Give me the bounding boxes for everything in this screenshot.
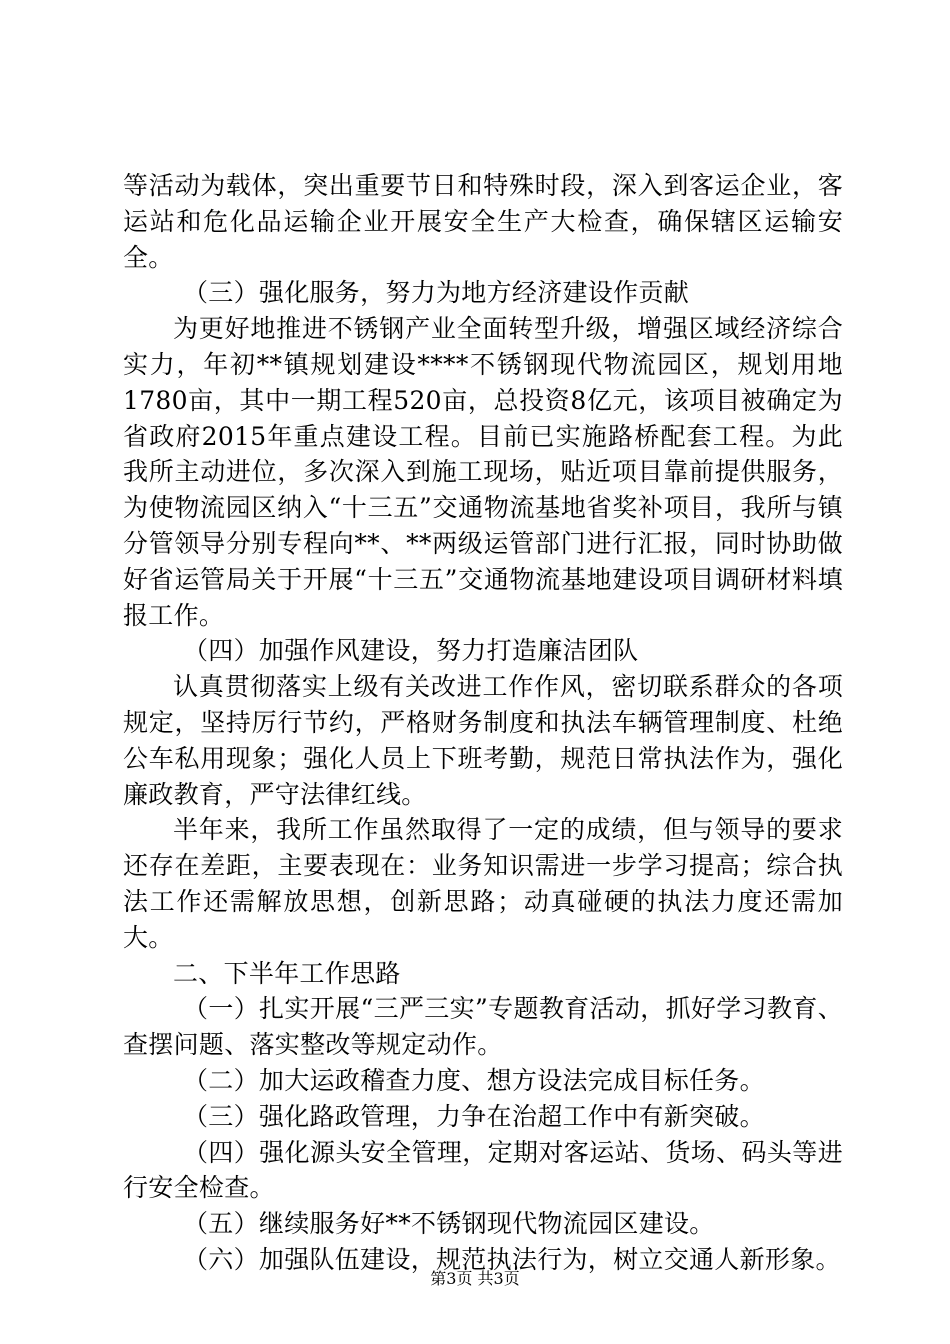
- paragraph-2: 为更好地推进不锈钢产业全面转型升级，增强区域经济综合实力，年初**镇规划建设****不锈钢现代物流园区，规划用地1780亩，其中一期工程520亩，总投资8亿元，该项目被确定为省政府2015年重点建设工程。目前已实施路桥配套工程。为此我所主动进位，多次深入到施工现场，贴近项目靠前提供服务，为使物流园区纳入“十三五”交通物流基地省奖补项目，我所与镇分管领导分别专程向**、**两级运管部门进行汇报，同时协助做好省运管局关于开展“十三五”交通物流基地建设项目调研材料填报工作。: [123, 314, 843, 630]
- section-heading-3: （三）强化服务，努力为地方经济建设作贡献: [183, 278, 690, 308]
- document-body: [123, 168, 843, 1278]
- section-heading-4: （四）加强作风建设，努力打造廉洁团队: [183, 636, 639, 666]
- section-heading-2: 二、下半年工作思路: [173, 958, 401, 988]
- plan-item-4: （四）强化源头安全管理，定期对客运站、货场、码头等进行安全检查。: [123, 1137, 843, 1203]
- plan-item-5: （五）继续服务好**不锈钢现代物流园区建设。: [183, 1209, 715, 1239]
- page-footer: 第3页 共3页: [430, 1269, 520, 1288]
- plan-item-2: （二）加大运政稽查力度、想方设法完成目标任务。: [183, 1065, 765, 1095]
- plan-item-6: （六）加强队伍建设，规范执法行为，树立交通人新形象。: [183, 1244, 841, 1274]
- paragraph-1: 等活动为载体，突出重要节日和特殊时段，深入到客运企业，客运站和危化品运输企业开展安全生产大检查，确保辖区运输安全。: [123, 171, 843, 272]
- plan-item-3: （三）强化路政管理，力争在治超工作中有新突破。: [183, 1101, 765, 1131]
- paragraph-4: 半年来，我所工作虽然取得了一定的成绩，但与领导的要求还存在差距，主要表现在：业务知识需进一步学习提高；综合执法工作还需解放思想，创新思路；动真碰硬的执法力度还需加大。: [123, 815, 843, 952]
- plan-item-1: （一）扎实开展“三严三实”专题教育活动，抓好学习教育、查摆问题、落实整改等规定动作。: [123, 994, 843, 1060]
- paragraph-3: 认真贯彻落实上级有关改进工作作风，密切联系群众的各项规定，坚持厉行节约，严格财务制度和执法车辆管理制度、杜绝公车私用现象；强化人员上下班考勤，规范日常执法作为，强化廉政教育，严守法律红线。: [123, 672, 843, 809]
